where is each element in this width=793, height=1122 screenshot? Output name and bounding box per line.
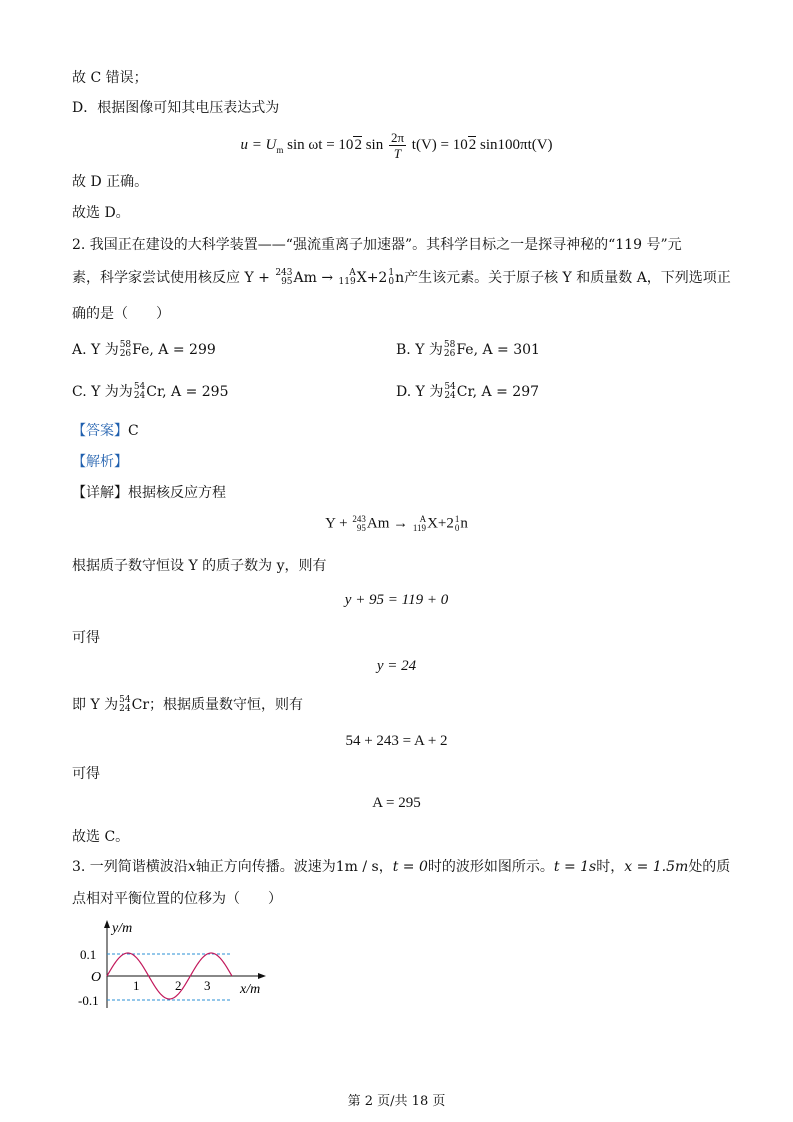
wave-graph — [72, 918, 272, 1018]
atomic-number: 95 — [356, 523, 366, 533]
mass-number: 54 — [133, 382, 146, 392]
text-part: ， — [378, 859, 393, 875]
question-3-line-2: 点相对平衡位置的位移为（ ） — [72, 891, 282, 907]
formula-part: sin100πt(V) — [479, 136, 553, 153]
text-part: 产生该元素。关于原子核 Y 和质量数 A，下列选项正 — [404, 270, 731, 286]
text-part: 1m / s — [335, 859, 379, 875]
text-part: 轴正方向传播。波速为 — [195, 859, 336, 875]
formula-part: 2 — [468, 136, 477, 153]
isotope-label — [275, 269, 292, 287]
atomic-number: 0 — [388, 277, 395, 287]
mass-number: 54 — [119, 695, 131, 705]
text-line: 可得 — [72, 630, 100, 646]
option-label: A. Y 为 — [72, 342, 119, 358]
isotope-label — [388, 269, 394, 287]
text-part: t = 1s — [553, 859, 597, 875]
mass-number: 243 — [275, 268, 293, 278]
text-line: 故选 C。 — [72, 829, 130, 845]
proton-equation: y + 95 = 119 + 0 — [344, 592, 449, 608]
mass-equation: 54 + 243 = A + 2 — [345, 733, 448, 749]
text-part: 即 Y 为 — [72, 697, 119, 713]
text-line: 根据质子数守恒设 Y 的质子数为 y，则有 — [72, 558, 327, 574]
origin-label: O — [91, 970, 102, 985]
formula-part: sin — [365, 136, 384, 153]
detail-line — [72, 483, 226, 503]
text-part: 处的质 — [688, 859, 731, 875]
isotope-label — [119, 696, 130, 714]
atomic-number: 119 — [412, 523, 427, 533]
formula-part: 2 — [354, 136, 362, 153]
question-2-line-3: 确的是（ ） — [72, 306, 170, 322]
text-part: t = 0 — [392, 859, 428, 875]
formula-part: m — [276, 144, 284, 155]
option-a[interactable] — [72, 340, 216, 360]
text-line: D．根据图像可知其电压表达式为 — [72, 100, 280, 116]
isotope-label — [352, 515, 366, 533]
text-line: 故 D 正确。 — [72, 174, 149, 190]
x-axis-label: x/m — [240, 982, 261, 997]
text-part: ；根据质量数守恒，则有 — [149, 697, 304, 713]
answer-value: C — [128, 423, 139, 439]
atomic-number: 95 — [281, 277, 293, 287]
atomic-number: 26 — [119, 349, 132, 359]
mass-number: 1 — [388, 268, 395, 278]
text-part: n — [395, 270, 405, 286]
text-part: 素，科学家尝试使用核反应 Y + — [72, 270, 270, 286]
text-part: Am → — [293, 270, 334, 286]
option-label: B. Y 为 — [396, 342, 443, 358]
atomic-number: 24 — [133, 391, 146, 401]
option-text: Fe, A = 301 — [456, 342, 540, 358]
element-symbol: Cr — [131, 697, 150, 713]
text-part: 3. 一列简谐横波沿 — [72, 859, 188, 875]
detail-text: 根据核反应方程 — [128, 485, 226, 501]
voltage-formula — [0, 130, 793, 161]
detail-label: 【详解】 — [72, 485, 128, 501]
question-2-line-1: 2. 我国正在建设的大科学装置——“强流重离子加速器”。其科学目标之一是探寻神秘的“119 号”元 — [72, 237, 682, 253]
page-footer: 第 2 页/共 18 页 — [347, 1094, 446, 1109]
option-text: Cr, A = 295 — [146, 384, 229, 400]
isotope-label — [120, 341, 131, 359]
y-equation: y = 24 — [376, 658, 417, 674]
numerator: 2π — [390, 130, 405, 145]
option-b[interactable] — [396, 340, 540, 360]
isotope-label — [413, 515, 426, 533]
mass-number: A — [419, 514, 427, 524]
text-line: 故 C 错误； — [72, 70, 148, 86]
atomic-number: 119 — [338, 277, 356, 287]
mass-number: 243 — [352, 514, 366, 524]
isotope-label — [444, 383, 455, 401]
atomic-number: 0 — [454, 523, 460, 533]
text-part: 时的波形如图所示。 — [427, 859, 554, 875]
formula-part: Y + — [325, 515, 348, 532]
text-part: X+2 — [356, 270, 388, 286]
mass-number: A — [349, 268, 356, 278]
a-equation: A = 295 — [372, 795, 421, 811]
isotope-label — [444, 341, 455, 359]
mass-number: 1 — [454, 514, 460, 524]
isotope-label — [134, 383, 145, 401]
mass-number: 58 — [443, 340, 456, 350]
question-3-line-1 — [72, 857, 730, 877]
x-tick-3: 3 — [204, 978, 211, 993]
answer-label: 【答案】 — [72, 423, 128, 439]
formula-part: sin ωt = 10 — [287, 136, 354, 153]
option-label: D. Y 为 — [396, 384, 444, 400]
option-label: C. Y 为为 — [72, 384, 133, 400]
atomic-number: 26 — [443, 349, 456, 359]
option-c[interactable] — [72, 382, 229, 402]
text-part: x — [187, 859, 196, 875]
x-tick-2: 2 — [175, 978, 182, 993]
y-axis-label: y/m — [112, 921, 133, 936]
formula-part: u = U — [240, 136, 277, 153]
isotope-label — [455, 515, 460, 533]
analysis-label: 【解析】 — [72, 454, 128, 470]
atomic-number: 24 — [444, 391, 456, 401]
formula-part: n — [460, 515, 468, 532]
y-axis-arrow — [104, 920, 110, 928]
x-axis-arrow — [258, 973, 266, 979]
x-tick-1: 1 — [133, 978, 140, 993]
option-text: Cr, A = 297 — [456, 384, 540, 400]
denominator: T — [393, 146, 402, 161]
y-tick-positive: 0.1 — [80, 947, 97, 962]
atomic-number: 24 — [119, 704, 131, 714]
option-text: Fe, A = 299 — [132, 342, 216, 358]
text-line — [72, 695, 303, 715]
question-2-line-2 — [72, 268, 731, 288]
answer-line — [72, 421, 139, 441]
reaction-formula — [0, 515, 793, 533]
mass-number: 58 — [119, 340, 132, 350]
text-part: 时， — [596, 859, 625, 875]
y-tick-negative: -0.1 — [78, 993, 99, 1008]
fraction — [389, 130, 406, 161]
text-line: 可得 — [72, 766, 100, 782]
text-part: x = 1.5m — [624, 859, 689, 875]
option-d[interactable] — [396, 382, 539, 402]
formula-part: X+2 — [427, 515, 454, 532]
formula-part: Am → — [366, 515, 409, 532]
mass-number: 54 — [444, 382, 456, 392]
text-line: 故选 D。 — [72, 205, 130, 221]
isotope-label — [339, 269, 356, 287]
formula-part: t(V) = 10 — [411, 136, 468, 153]
